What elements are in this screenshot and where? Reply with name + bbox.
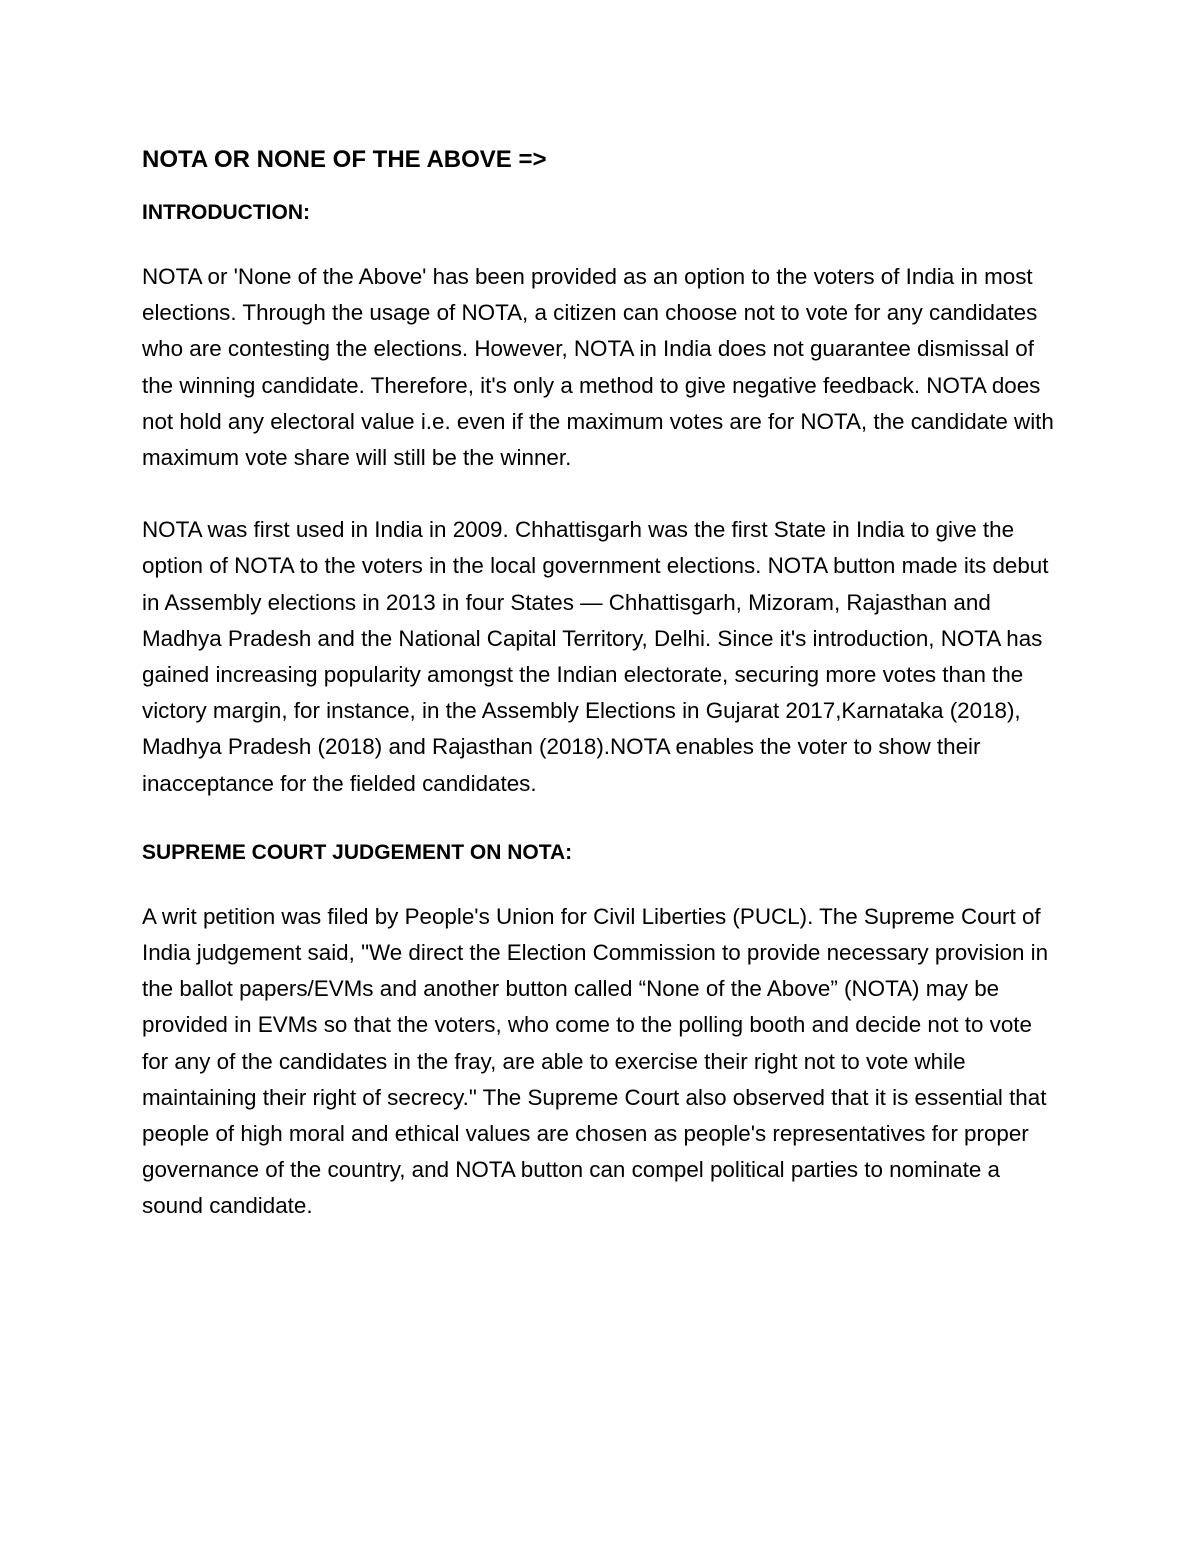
paragraph-intro-history: NOTA was first used in India in 2009. Chhattisgarh was the first State in India to give the option of NOTA to the voters in the local government elections. NOTA button made its debut in Assembly elections in 2013 in four States — Chhattisgarh, Mizoram, Rajasthan and Madhya Pradesh and the National Capital Territory, Delhi. Since it's introduction, NOTA has gained increasing popularity amongst the Indian electorate, securing more votes than the victory margin, for instance, in the Assembly Elections in Gujarat 2017,Karnataka (2018), Madhya Pradesh (2018) and Rajasthan (2018).NOTA enables the voter to show their inacceptance for the fielded candidates. (142, 517, 1049, 796)
paragraph-intro-definition: NOTA or 'None of the Above' has been provided as an option to the voters of India in most elections. Through the usage of NOTA, a citizen can choose not to vote for any candidates who are contesting the elections. However, NOTA in India does not guarantee dismissal of the winning candidate. Therefore, it's only a method to give negative feedback. NOTA does not hold any electoral value i.e. even if the maximum votes are for NOTA, the candidate with maximum vote share will still be the winner. (142, 264, 1054, 471)
paragraph-supreme-court-judgement: A writ petition was filed by People's Union for Civil Liberties (PUCL). The Supreme Court of India judgement said, "We direct the Election Commission to provide necessary provision in the ballot papers/EVMs and another button called “None of the Above” (NOTA) may be provided in EVMs so that the voters, who come to the polling booth and decide not to vote for any of the candidates in the fray, are able to exercise their right not to vote while maintaining their right of secrecy." The Supreme Court also observed that it is essential that people of high moral and ethical values are chosen as people's representatives for proper governance of the country, and NOTA button can compel political parties to nominate a sound candidate. (142, 903, 1049, 1219)
document-title: NOTA OR NONE OF THE ABOVE => (142, 146, 547, 173)
document-body (142, 140, 1062, 1261)
section-heading-introduction: INTRODUCTION: (142, 201, 310, 224)
section-heading-supreme-court: SUPREME COURT JUDGEMENT ON NOTA: (142, 840, 573, 864)
